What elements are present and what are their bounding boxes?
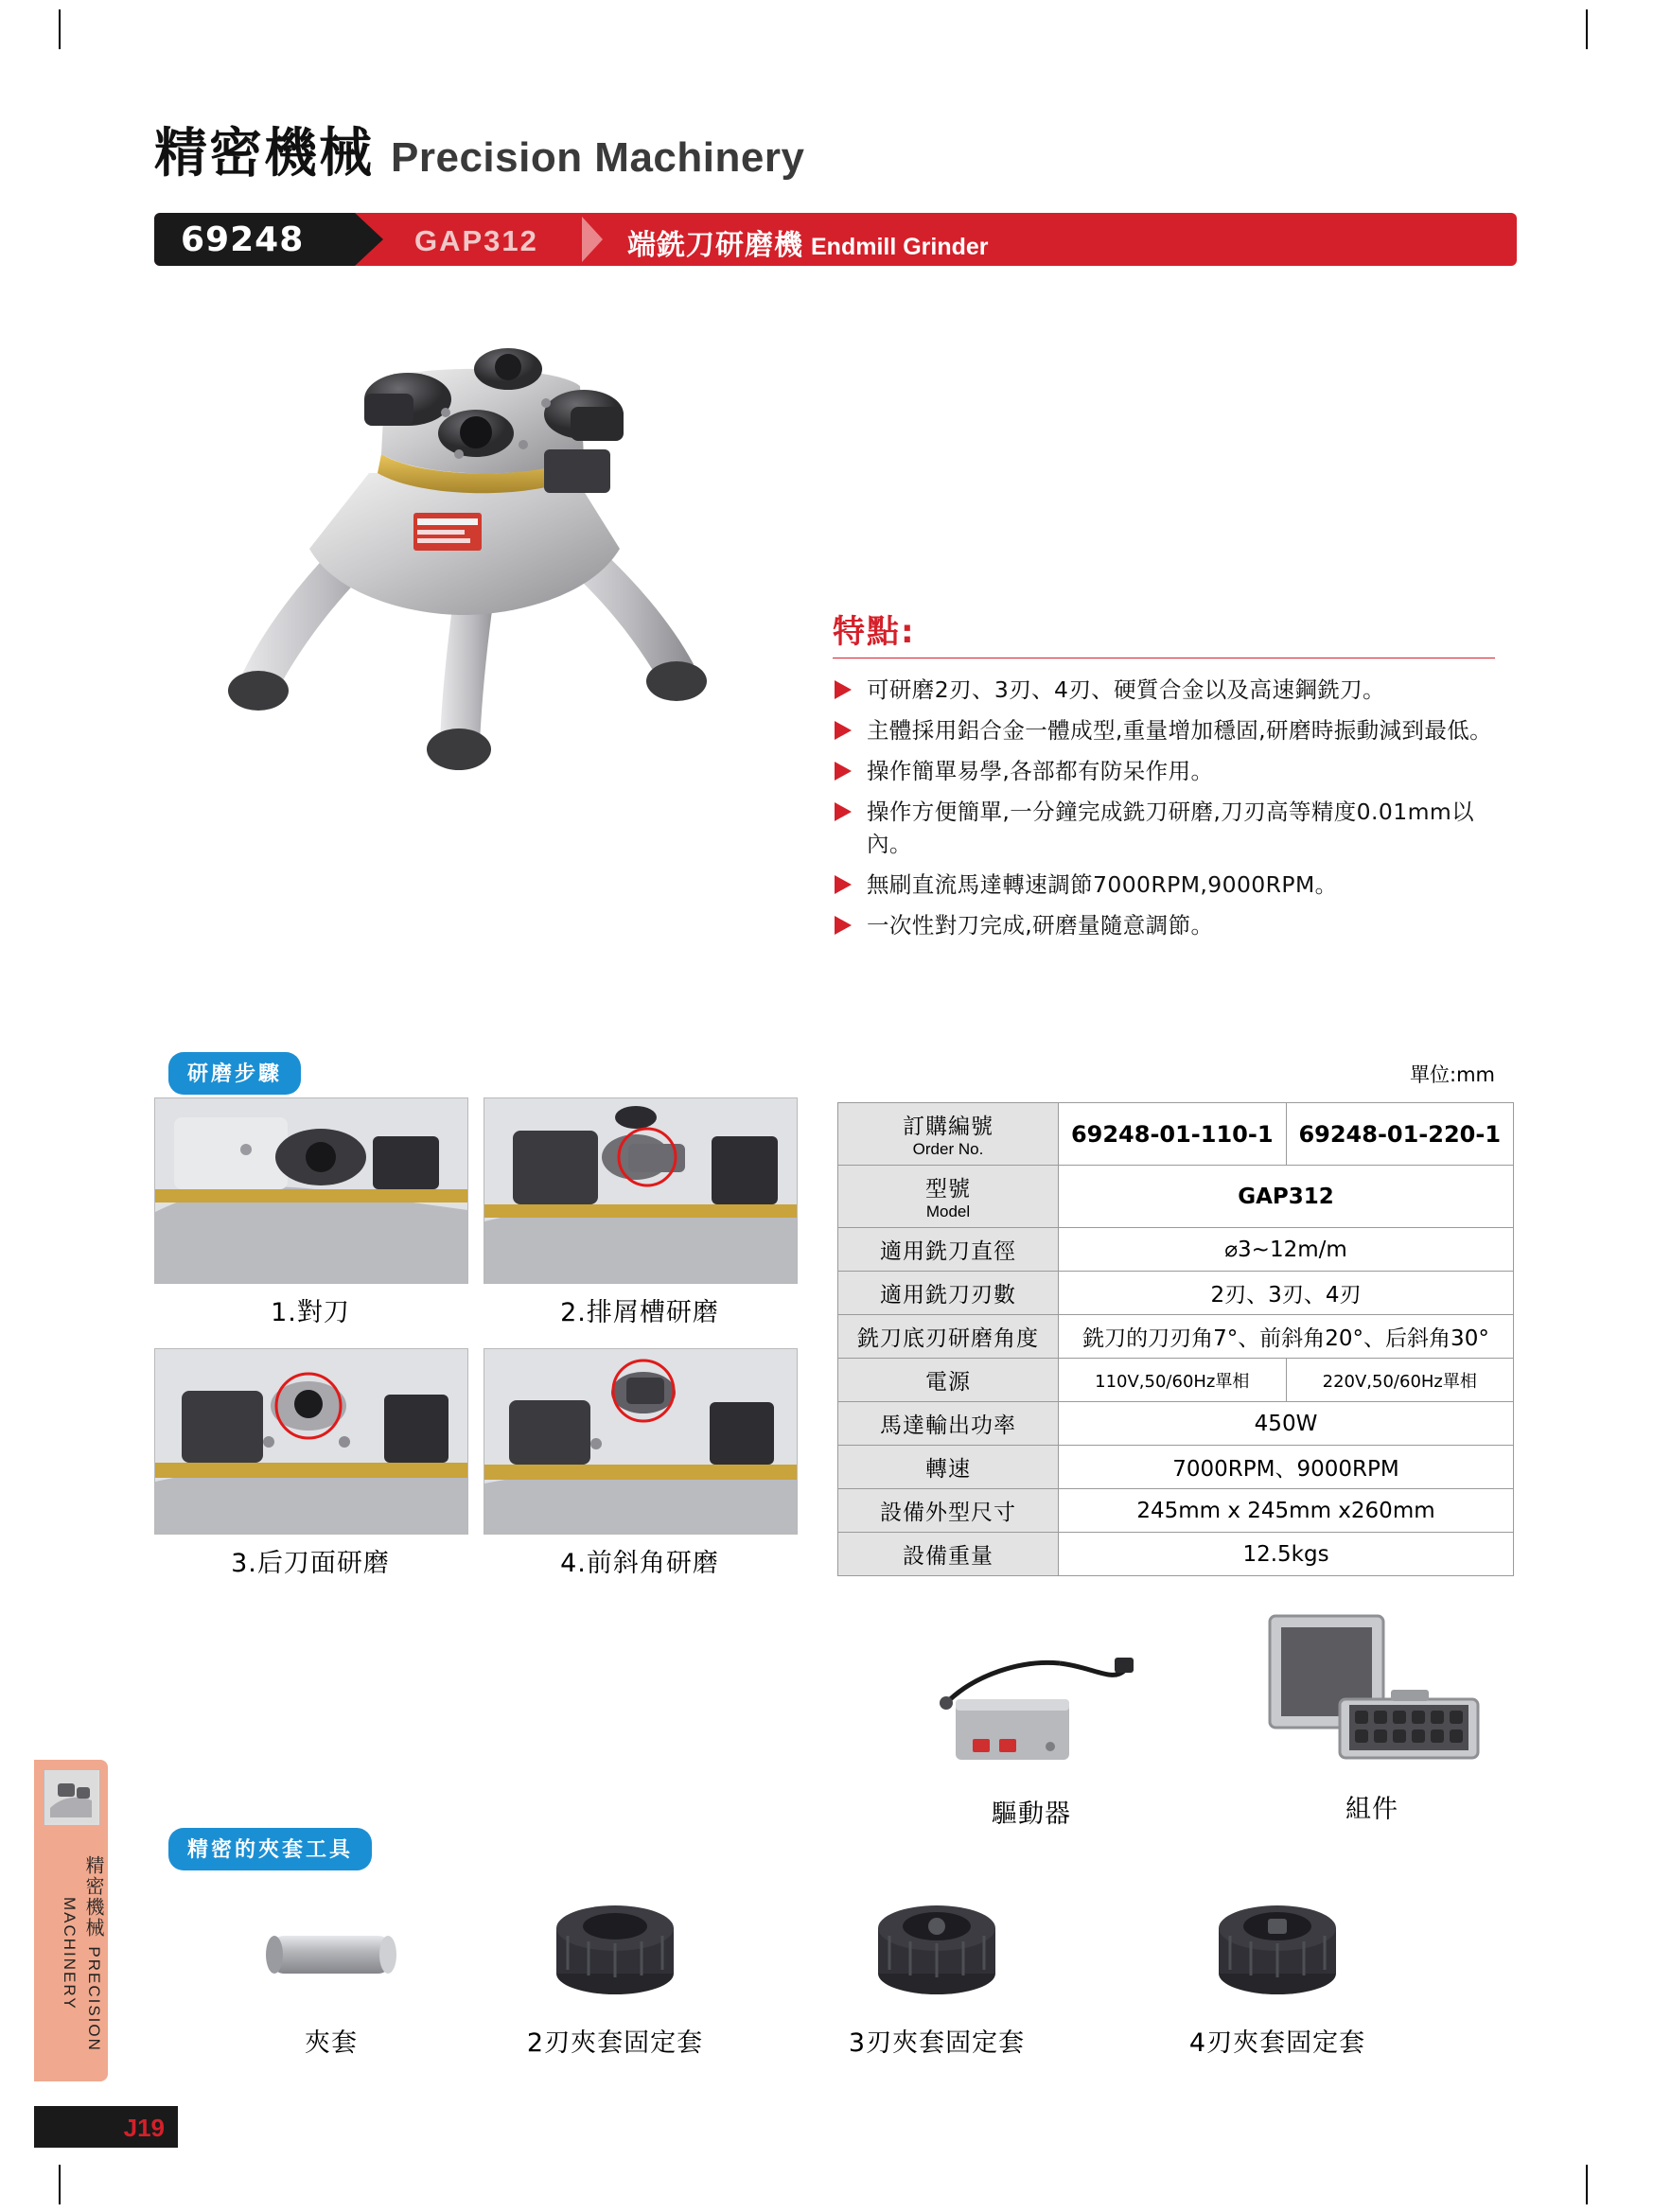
collet-nut-photo (852, 1883, 1022, 2006)
tool-caption: 3刃夾套固定套 (848, 2028, 1026, 2058)
step-caption: 2.排屑槽研磨 (560, 1298, 719, 1327)
spec-value: 110V,50/60Hz單相 (1059, 1359, 1287, 1402)
collet-nut-photo (530, 1883, 700, 2006)
page-header (154, 112, 804, 187)
feature-text: 操作簡單易學,各部都有防呆作用。 (867, 758, 1214, 785)
specification-table (837, 1102, 1514, 1576)
step-photo (484, 1348, 798, 1535)
spec-label: 轉速 (838, 1446, 1059, 1489)
chip-arrow-icon (355, 213, 383, 266)
step-caption: 1.對刀 (271, 1298, 350, 1327)
spec-label-cn: 型號 (925, 1177, 971, 1202)
page-footer (34, 2106, 178, 2148)
spec-value: 220V,50/60Hz單相 (1286, 1359, 1514, 1402)
tool-item (795, 1883, 1079, 2059)
spec-label (838, 1166, 1059, 1228)
side-tab-thumbnail (44, 1769, 100, 1826)
spec-label-en: Order No. (912, 1140, 984, 1158)
spec-value: ⌀3~12m/m (1059, 1228, 1514, 1272)
bullet-triangle-icon (835, 680, 852, 699)
table-row (838, 1359, 1514, 1402)
crop-mark-top-left (59, 9, 61, 49)
step-photo (484, 1097, 798, 1284)
item-number: 69248 (181, 220, 305, 259)
step-caption: 3.后刀面研磨 (231, 1549, 390, 1578)
feature-item (833, 674, 1504, 706)
tool-item (189, 1902, 473, 2059)
tool-item (473, 1883, 757, 2059)
features-list (833, 674, 1504, 941)
bullet-triangle-icon (835, 762, 852, 781)
feature-text: 一次性對刀完成,研磨量隨意調節。 (867, 912, 1214, 939)
spec-label: 適用銑刀直徑 (838, 1228, 1059, 1272)
accessory-kit (1240, 1608, 1504, 1825)
feature-item (833, 796, 1504, 860)
table-row (838, 1228, 1514, 1272)
model-code: GAP312 (414, 224, 538, 257)
spec-label: 銑刀底刃研磨角度 (838, 1315, 1059, 1359)
crop-mark-top-right (1586, 9, 1588, 49)
feature-item (833, 714, 1504, 746)
collet-photo (246, 1902, 416, 2006)
feature-item (833, 909, 1504, 941)
section-side-tab (34, 1760, 108, 2081)
table-row (838, 1315, 1514, 1359)
spec-label-en: Model (925, 1203, 971, 1220)
spec-label: 設備重量 (838, 1533, 1059, 1576)
spec-value: 245mm x 245mm x260mm (1059, 1489, 1514, 1533)
accessory-caption: 驅動器 (992, 1799, 1071, 1829)
step-item (484, 1097, 796, 1328)
driver-photo (908, 1637, 1154, 1783)
accessory-driver (908, 1637, 1154, 1830)
chevron-right-icon (582, 217, 607, 262)
feature-item (833, 755, 1504, 787)
crop-mark-bottom-left (59, 2165, 61, 2204)
bullet-triangle-icon (835, 875, 852, 894)
header-title-en: Precision Machinery (391, 134, 805, 181)
side-tab-text-cn: 精密機械 (82, 1855, 105, 1940)
crop-mark-bottom-right (1586, 2165, 1588, 2204)
tool-caption: 4刃夾套固定套 (1188, 2028, 1366, 2058)
kit-photo (1240, 1608, 1504, 1779)
table-row (838, 1402, 1514, 1446)
spec-value: 7000RPM、9000RPM (1059, 1446, 1514, 1489)
table-row (838, 1446, 1514, 1489)
spec-value: GAP312 (1059, 1166, 1514, 1228)
hero-product-photo (175, 312, 837, 804)
side-tab-text-en: PRECISION MACHINERY (61, 1897, 103, 2052)
spec-label: 設備外型尺寸 (838, 1489, 1059, 1533)
product-name-cn: 端銑刀研磨機 (627, 229, 803, 262)
spec-label: 電源 (838, 1359, 1059, 1402)
grinder-illustration (175, 312, 837, 804)
table-row (838, 1166, 1514, 1228)
step-caption: 4.前斜角研磨 (560, 1549, 719, 1578)
spec-value: 450W (1059, 1402, 1514, 1446)
bullet-triangle-icon (835, 916, 852, 935)
table-row (838, 1533, 1514, 1576)
bullet-triangle-icon (835, 802, 852, 821)
header-title-cn: 精密機械 (154, 123, 374, 184)
page-number: J19 (123, 2114, 165, 2142)
spec-value: 銑刀的刀刃角7°、前斜角20°、后斜角30° (1059, 1315, 1514, 1359)
step-item (484, 1348, 796, 1579)
spec-value: 12.5kgs (1059, 1533, 1514, 1576)
step-photo (154, 1097, 468, 1284)
spec-label (838, 1103, 1059, 1166)
product-name-en: Endmill Grinder (811, 234, 989, 260)
table-row (838, 1272, 1514, 1315)
tool-caption: 夾套 (305, 2028, 358, 2058)
product-title-bar (154, 213, 1517, 266)
step-item (154, 1348, 466, 1579)
feature-text: 可研磨2刃、3刃、4刃、硬質合金以及高速鋼銑刀。 (867, 676, 1385, 703)
table-row (838, 1489, 1514, 1533)
accessory-caption: 組件 (1345, 1795, 1398, 1824)
feature-text: 主體採用鋁合金一體成型,重量增加穩固,研磨時振動減到最低。 (867, 717, 1493, 745)
feature-item (833, 869, 1504, 901)
tools-section-label: 精密的夾套工具 (168, 1828, 372, 1870)
bullet-triangle-icon (835, 721, 852, 740)
unit-note: 單位:mm (1410, 1063, 1495, 1086)
features-section (833, 606, 1504, 950)
feature-text: 操作方便簡單,一分鐘完成銑刀研磨,刀刃高等精度0.01mm以內。 (867, 799, 1475, 858)
spec-label: 適用銑刀刃數 (838, 1272, 1059, 1315)
tool-caption: 2刃夾套固定套 (526, 2028, 704, 2058)
product-name (627, 221, 989, 263)
step-photo (154, 1348, 468, 1535)
tool-item (1135, 1883, 1419, 2059)
steps-section-label: 研磨步驟 (168, 1052, 301, 1095)
spec-value: 2刃、3刃、4刃 (1059, 1272, 1514, 1315)
spec-value: 69248-01-220-1 (1286, 1103, 1514, 1166)
spec-value: 69248-01-110-1 (1059, 1103, 1287, 1166)
table-row (838, 1103, 1514, 1166)
spec-label-cn: 訂購編號 (903, 1115, 994, 1139)
side-tab-text (34, 1845, 108, 2063)
spec-label: 馬達輸出功率 (838, 1402, 1059, 1446)
feature-text: 無刷直流馬達轉速調節7000RPM,9000RPM。 (867, 871, 1338, 899)
collet-nut-photo (1192, 1883, 1363, 2006)
features-heading: 特點: (833, 613, 916, 651)
step-item (154, 1097, 466, 1328)
